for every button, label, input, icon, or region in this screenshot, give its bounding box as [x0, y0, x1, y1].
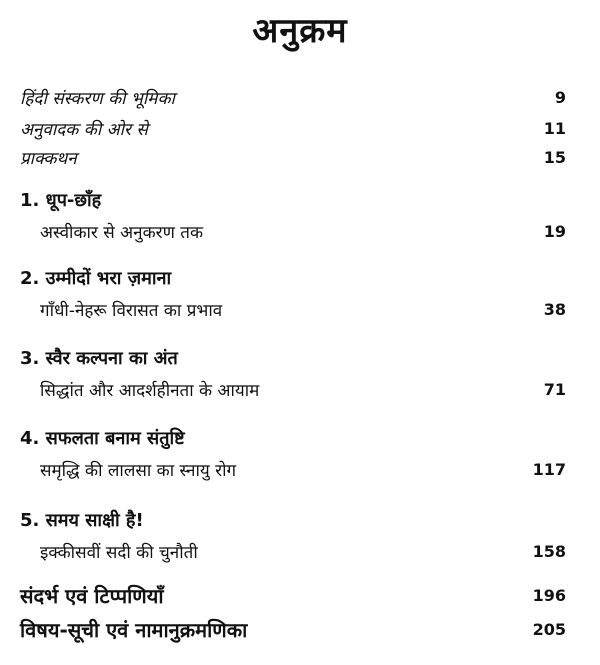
chapter-subtitle: गाँधी-नेहरू विरासत का प्रभाव — [40, 301, 223, 321]
chapter-heading: 3. स्वैर कल्पना का अंत — [20, 348, 178, 369]
toc-entry-page: 9 — [554, 88, 566, 107]
toc-entry-page: 11 — [543, 119, 566, 138]
chapter-heading: 5. समय साक्षी है! — [20, 510, 144, 531]
chapter-heading: 2. उम्मीदों भरा ज़माना — [20, 268, 172, 289]
chapter-subtitle: इक्कीसवीं सदी की चुनौती — [40, 543, 198, 563]
toc-entry-label: विषय-सूची एवं नामानुक्रमणिका — [20, 618, 248, 642]
toc-entry-page: 196 — [532, 586, 566, 605]
toc-entry-label: संदर्भ एवं टिप्पणियाँ — [20, 584, 164, 608]
chapter-page: 38 — [543, 300, 566, 319]
toc-entry-label: हिंदी संस्करण की भूमिका — [20, 89, 175, 109]
toc-entry-page: 205 — [532, 620, 566, 639]
toc-entry-label: अनुवादक की ओर से — [20, 120, 148, 140]
chapter-heading: 1. धूप-छाँह — [20, 190, 102, 211]
chapter-heading: 4. सफलता बनाम संतुष्टि — [20, 428, 185, 449]
toc-entry-label: प्राक्कथन — [20, 149, 77, 169]
chapter-page: 19 — [543, 222, 566, 241]
toc-entry-page: 15 — [543, 148, 566, 167]
chapter-subtitle: समृद्धि की लालसा का स्नायु रोग — [40, 461, 237, 481]
page-title: अनुक्रम — [252, 11, 348, 51]
chapter-page: 117 — [532, 460, 566, 479]
chapter-page: 158 — [532, 542, 566, 561]
chapter-subtitle: सिद्धांत और आदर्शहीनता के आयाम — [40, 381, 260, 401]
chapter-page: 71 — [543, 380, 566, 399]
chapter-subtitle: अस्वीकार से अनुकरण तक — [40, 223, 204, 243]
